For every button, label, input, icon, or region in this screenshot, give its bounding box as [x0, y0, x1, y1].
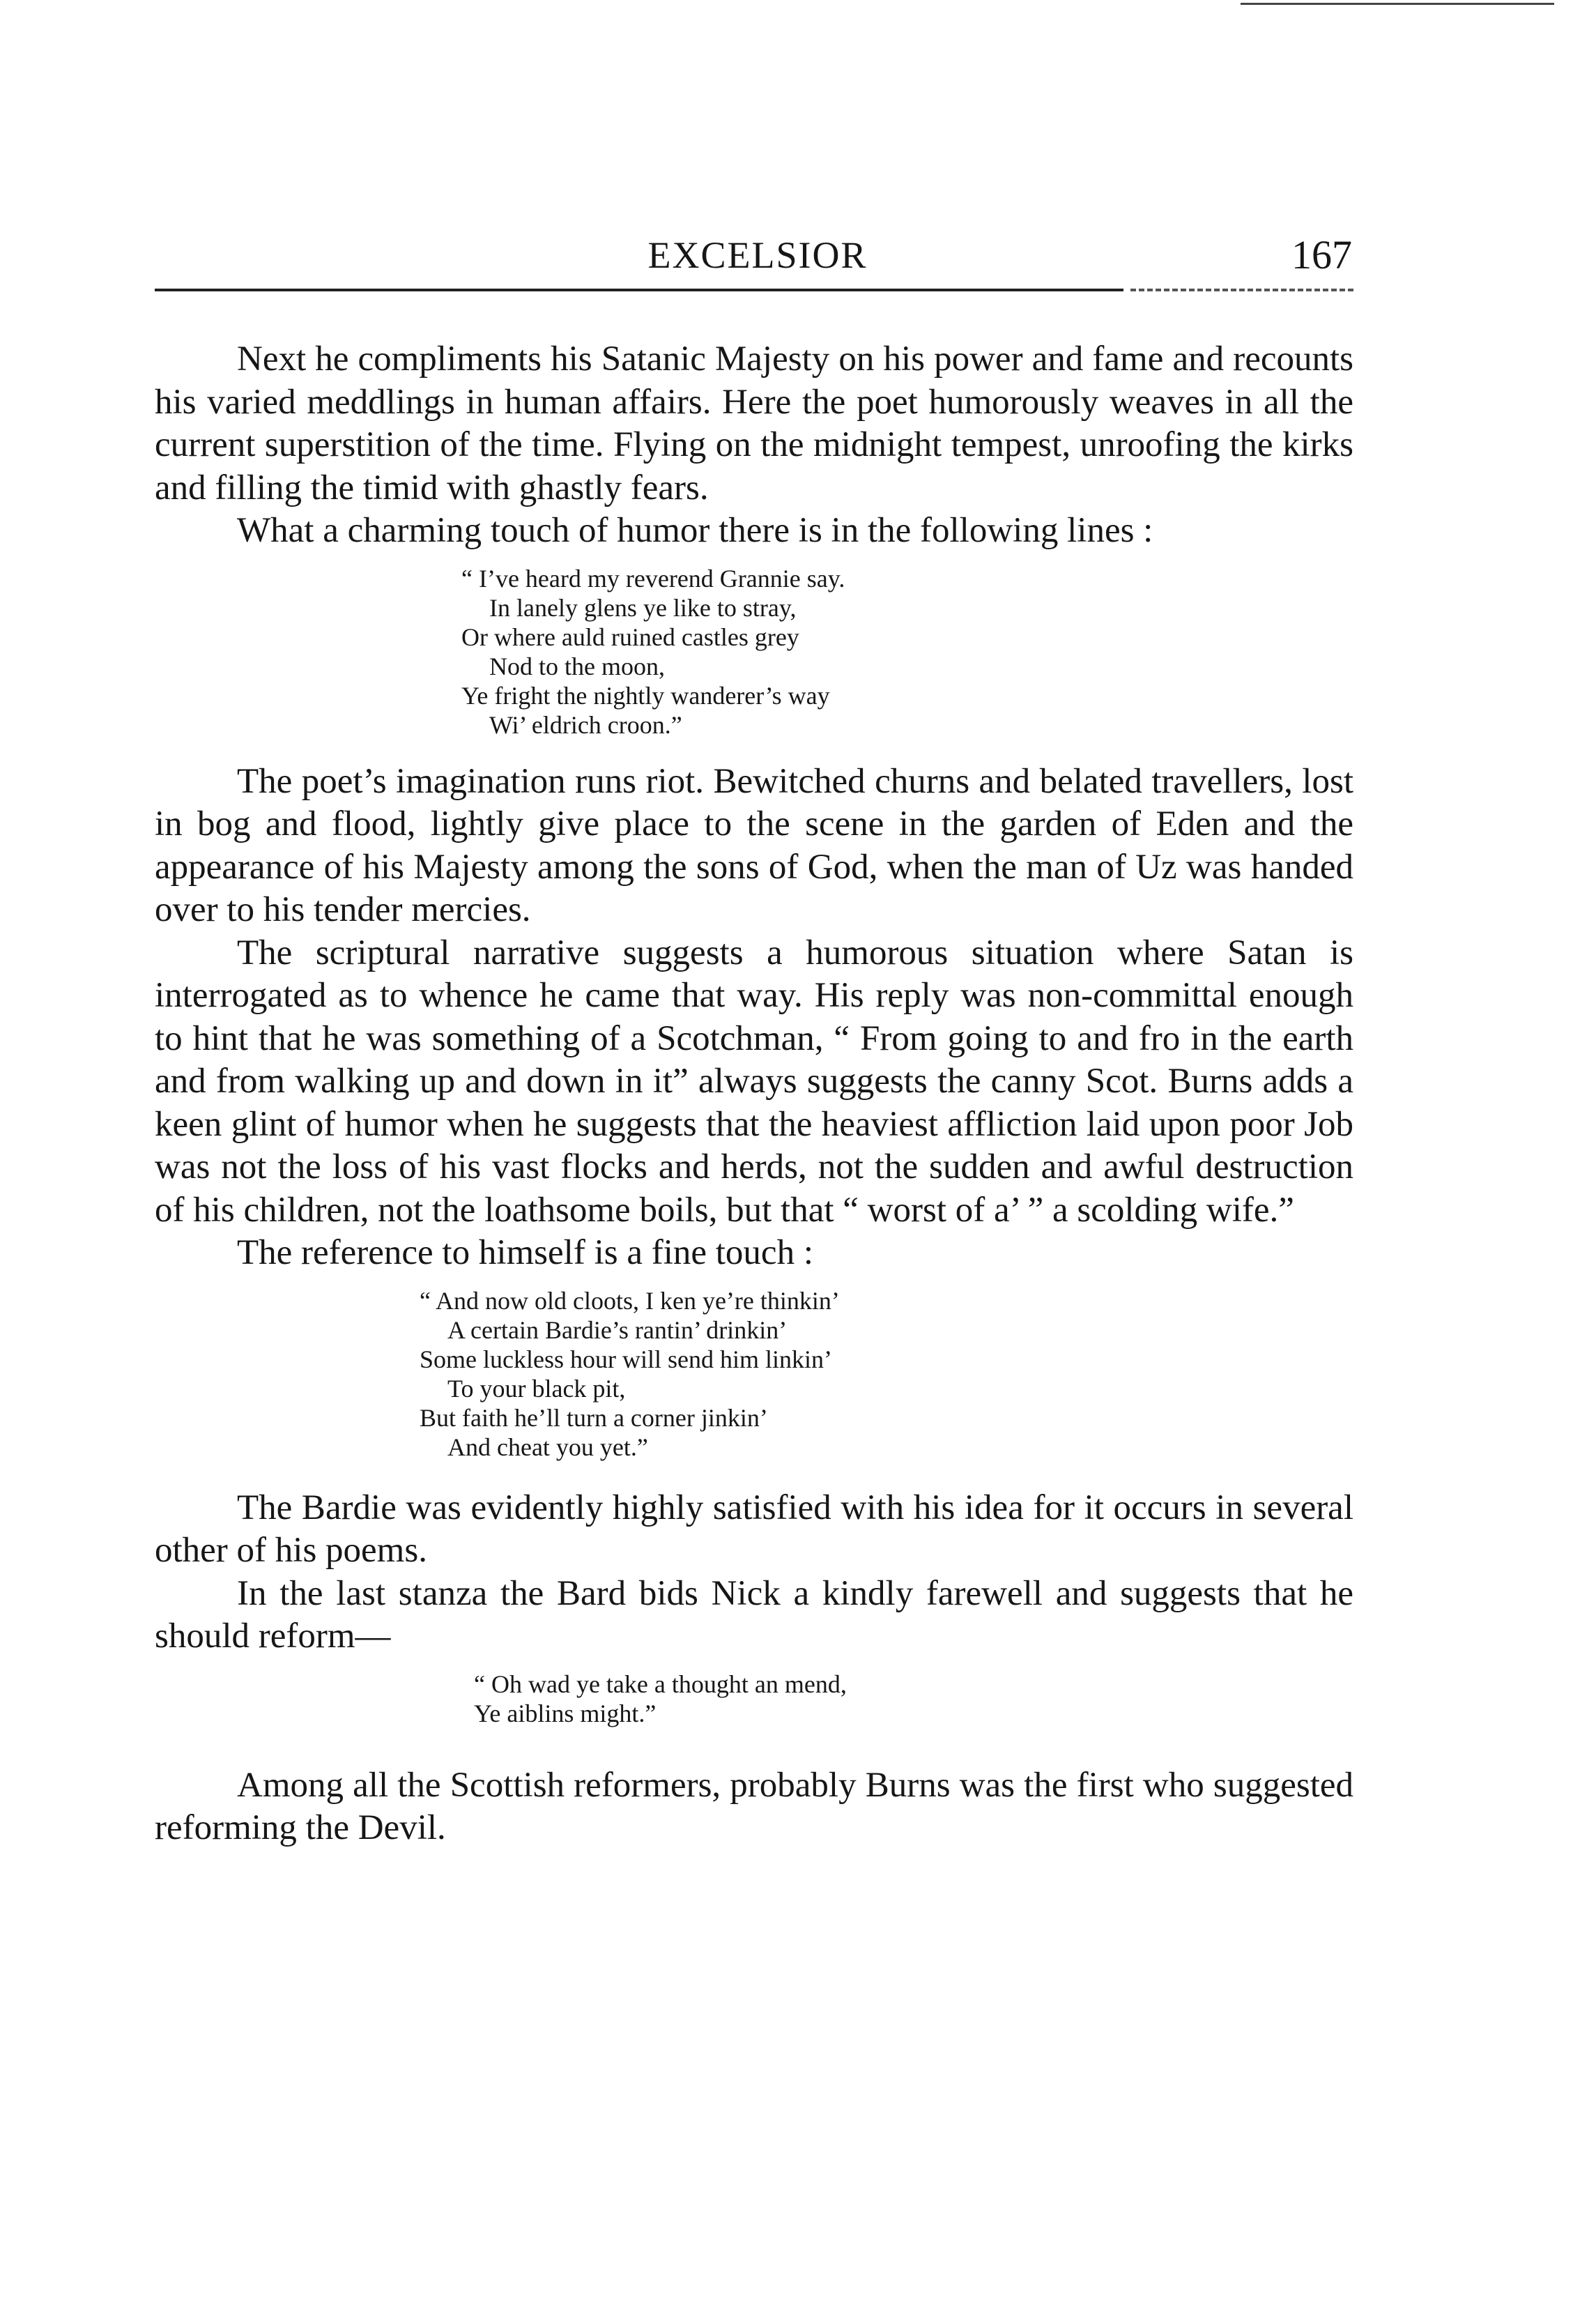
verse-line: A certain Bardie’s rantin’ drinkin’ [447, 1315, 788, 1344]
top-edge-rule [1241, 3, 1554, 5]
page-header [155, 222, 1360, 284]
verse-line: But faith he’ll turn a corner jinkin’ [420, 1403, 768, 1432]
verse-line: And cheat you yet.” [447, 1433, 648, 1461]
verse-line: In lanely glens ye like to stray, [489, 593, 797, 622]
verse-line: Nod to the moon, [489, 652, 665, 680]
paragraph: In the last stanza the Bard bids Nick a kindly farewell and suggests that he should reform— [155, 1573, 1353, 1656]
verse-quote [461, 564, 1353, 740]
paragraph: The scriptural narrative suggests a humorous situation where Satan is interrogated as to whence he came that way. His reply was non-committal enough to hint that he was something of a Scotchman, “ From going to and fro in the earth and from walking up and down in it” always suggests the canny Scot. Burns adds a keen glint of humor when he suggests that the heaviest affliction laid upon poor Job was not the loss of his vast flocks and herds, not the sudden and awful destruction of his children, not the loathsome boils, but that “ worst of a’ ” a scolding wife.” [155, 933, 1353, 1230]
verse-line: “ And now old cloots, I ken ye’re thinkin’ [420, 1286, 840, 1315]
verse-line: “ I’ve heard my reverend Grannie say. [461, 564, 845, 593]
verse-line: Some luckless hour will send him linkin’ [420, 1345, 832, 1373]
verse-quote [420, 1286, 1353, 1462]
paragraph: Among all the Scottish reformers, probably Burns was the first who suggested reforming the Devil. [155, 1765, 1353, 1847]
paragraph: The reference to himself is a fine touch : [237, 1233, 813, 1272]
paragraph: The Bardie was evidently highly satisfied with his idea for it occurs in several other of his poems. [155, 1488, 1353, 1570]
verse-line: Or where auld ruined castles grey [461, 622, 799, 651]
verse-line: Wi’ eldrich croon.” [489, 710, 682, 739]
verse-line: To your black pit, [447, 1374, 626, 1403]
header-rule-dashed [1130, 289, 1353, 291]
paragraph: The poet’s imagination runs riot. Bewitched churns and belated travellers, lost in bog and flood, lightly give place to the scene in the garden of Eden and the appearance of his Majesty among the sons of God, when the man of Uz was handed over to his tender mercies. [155, 761, 1353, 929]
verse-quote [474, 1670, 1353, 1728]
verse-line: Ye aiblins might.” [474, 1699, 657, 1727]
header-rule [155, 289, 1123, 291]
paragraph: What a charming touch of humor there is in the following lines : [237, 511, 1153, 550]
verse-line: “ Oh wad ye take a thought an mend, [474, 1670, 847, 1698]
page-body [155, 338, 1353, 1850]
page-number: 167 [1291, 232, 1352, 277]
running-title: EXCELSIOR [647, 234, 868, 276]
verse-line: Ye fright the nightly wanderer’s way [461, 681, 830, 710]
paragraph: Next he compliments his Satanic Majesty on his power and fame and recounts his varied meddlings in human affairs. Here the poet humorously weaves in all the current superstition of the time. Flying on the midnight tempest, unroofing the kirks and filling the timid with ghastly fears. [155, 339, 1353, 507]
